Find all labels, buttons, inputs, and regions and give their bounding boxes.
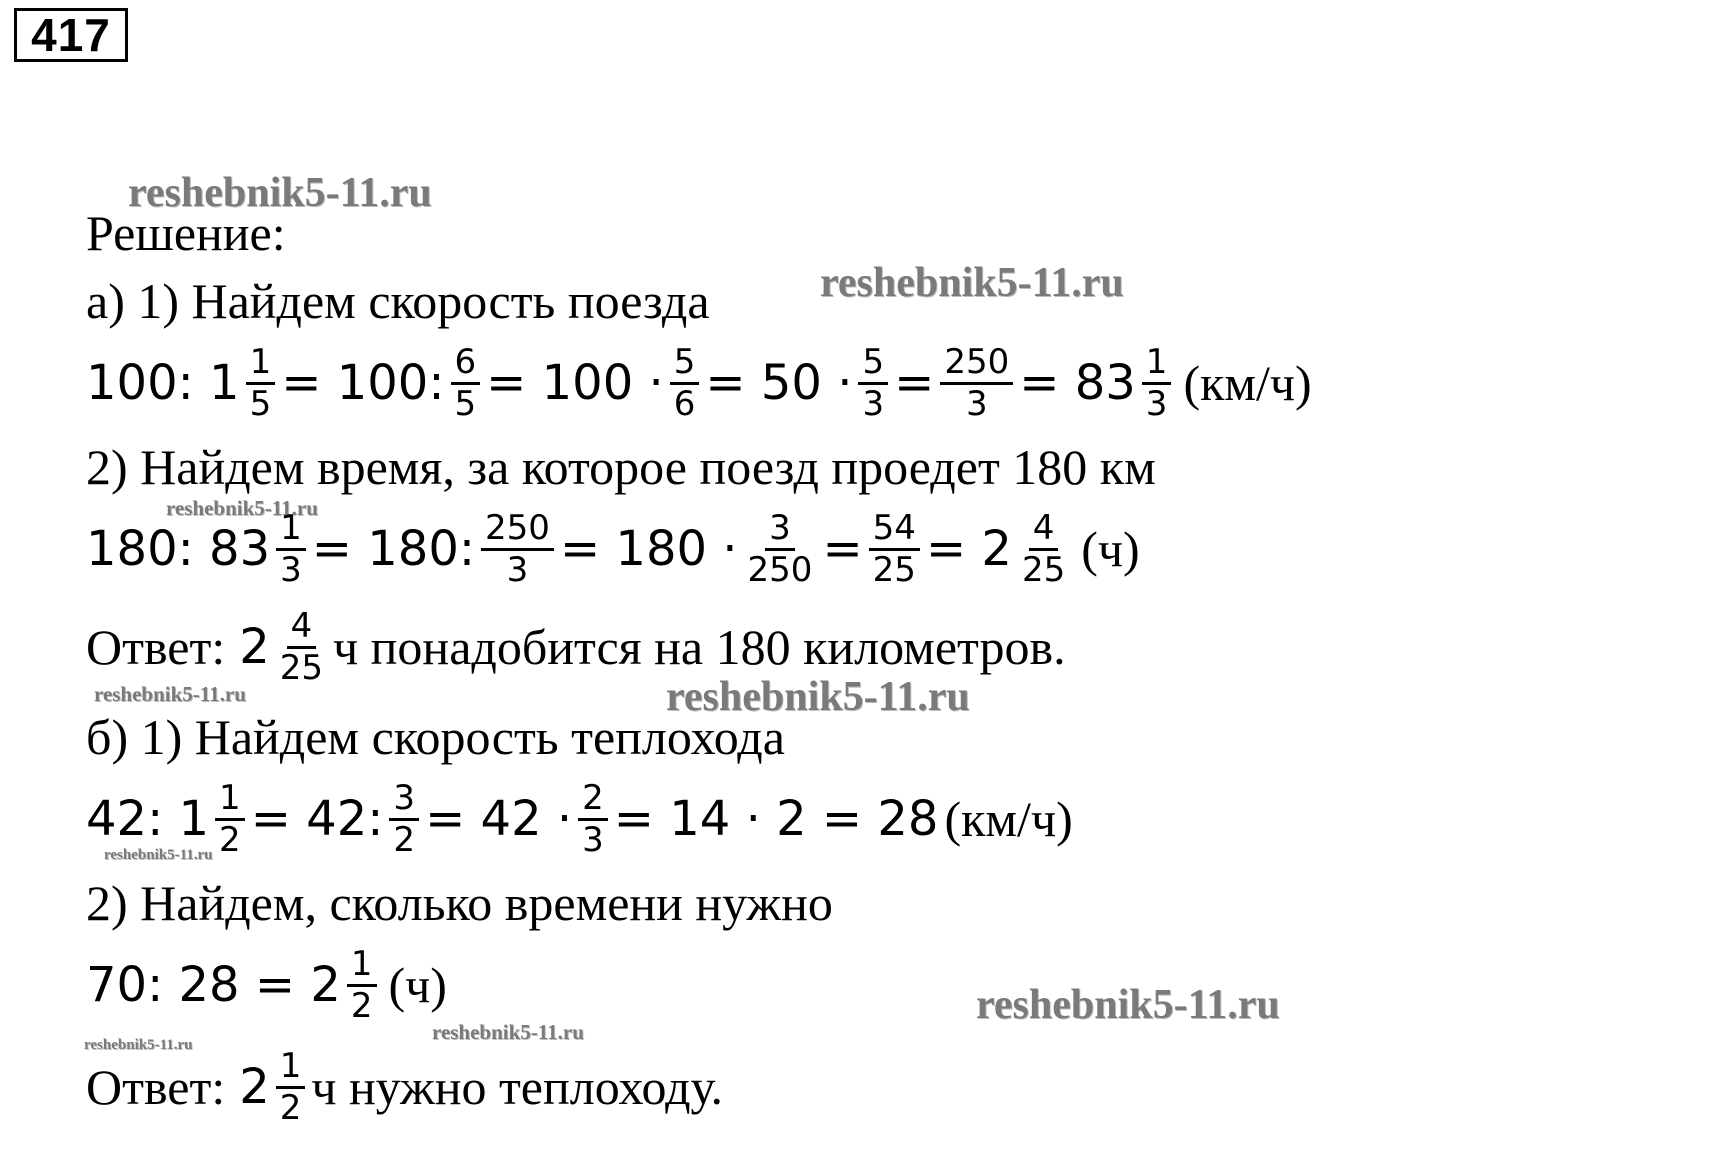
watermark: reshebnik5-11.ru xyxy=(820,260,1124,306)
fraction-denominator: 6 xyxy=(673,383,696,424)
part-a-answer xyxy=(86,592,1066,702)
fraction xyxy=(451,343,481,422)
fraction-denominator: 2 xyxy=(393,819,416,860)
fraction-denominator: 3 xyxy=(582,819,604,860)
fraction-denominator: 3 xyxy=(506,549,529,590)
fraction xyxy=(215,779,245,858)
solution-heading: Решение: xyxy=(86,205,286,261)
fraction xyxy=(276,509,306,588)
watermark: reshebnik5-11.ru xyxy=(666,674,970,720)
part-a-step1-title: а) 1) Найдем скорость поезда xyxy=(86,273,710,329)
answer-prefix: Ответ: xyxy=(86,1059,226,1115)
fraction-numerator: 4 xyxy=(1029,509,1059,550)
expr-term: = 42 · xyxy=(425,791,573,847)
fraction-numerator: 1 xyxy=(347,945,377,986)
fraction-denominator: 250 xyxy=(747,549,813,590)
expr-term: = xyxy=(822,521,863,577)
fraction xyxy=(1142,343,1172,422)
answer-suffix: ч нужно теплоходу. xyxy=(311,1059,724,1115)
watermark: reshebnik5-11.ru xyxy=(84,1037,193,1053)
fraction xyxy=(578,779,608,858)
expr-term: = 14 · 2 = 28 xyxy=(613,791,939,847)
fraction xyxy=(246,343,276,422)
expr-term: 42: 1 xyxy=(86,791,210,847)
fraction-denominator: 2 xyxy=(219,819,241,860)
fraction xyxy=(276,1047,306,1126)
fraction-numerator: 3 xyxy=(765,509,795,550)
fraction-numerator: 2 xyxy=(578,779,608,820)
unit-label: (ч) xyxy=(388,957,447,1013)
fraction-denominator: 2 xyxy=(350,985,373,1026)
fraction-denominator: 25 xyxy=(279,647,324,688)
watermark: reshebnik5-11.ru xyxy=(104,847,213,863)
unit-label: (ч) xyxy=(1081,521,1140,577)
fraction-numerator: 1 xyxy=(276,509,306,550)
fraction xyxy=(1018,509,1069,588)
fraction-numerator: 6 xyxy=(451,343,481,384)
fraction-numerator: 250 xyxy=(940,343,1013,384)
part-a-step2-expression xyxy=(86,494,1140,604)
fraction-numerator: 5 xyxy=(858,343,888,384)
watermark: reshebnik5-11.ru xyxy=(94,682,246,706)
watermark: reshebnik5-11.ru xyxy=(976,982,1280,1028)
part-a-step1-expression xyxy=(86,328,1312,438)
fraction-denominator: 25 xyxy=(1021,549,1066,590)
fraction-numerator: 1 xyxy=(246,343,276,384)
expr-term: = 2 xyxy=(925,521,1012,577)
answer-prefix: Ответ: xyxy=(86,619,226,675)
answer-whole: 2 xyxy=(239,619,270,675)
expr-term: = 83 xyxy=(1019,355,1136,411)
expr-term: 180: 83 xyxy=(86,521,271,577)
part-b-step2-expression xyxy=(86,930,447,1040)
expr-term: 100: 1 xyxy=(86,355,240,411)
fraction xyxy=(744,509,817,588)
fraction-denominator: 2 xyxy=(279,1087,302,1128)
expr-term: = xyxy=(894,355,935,411)
fraction-denominator: 25 xyxy=(872,549,916,590)
fraction-denominator: 3 xyxy=(280,549,302,590)
fraction-denominator: 3 xyxy=(965,383,988,424)
fraction xyxy=(481,509,554,588)
expr-term: = 100: xyxy=(281,355,445,411)
watermark: reshebnik5-11.ru xyxy=(432,1020,584,1044)
fraction xyxy=(869,509,920,588)
expr-term: = 100 · xyxy=(486,355,664,411)
expr-term: = 50 · xyxy=(705,355,853,411)
expr-term: = 180 · xyxy=(559,521,738,577)
unit-label: (км/ч) xyxy=(1183,355,1312,411)
part-a-step2-title: 2) Найдем время, за которое поезд проедет 180 км xyxy=(86,439,1156,495)
fraction-denominator: 5 xyxy=(454,383,477,424)
part-b-step1-expression xyxy=(86,764,1073,874)
expr-term: = 180: xyxy=(311,521,476,577)
expr-term: = 42: xyxy=(250,791,384,847)
fraction-numerator: 1 xyxy=(215,779,245,820)
watermark: reshebnik5-11.ru xyxy=(128,170,432,216)
fraction-numerator: 54 xyxy=(869,509,920,550)
part-b-step1-title: б) 1) Найдем скорость теплохода xyxy=(86,709,785,765)
unit-label: (км/ч) xyxy=(944,791,1073,847)
fraction-numerator: 1 xyxy=(1142,343,1172,384)
answer-suffix: ч понадобится на 180 километров. xyxy=(333,619,1066,675)
watermark: reshebnik5-11.ru xyxy=(166,496,318,520)
fraction xyxy=(940,343,1013,422)
fraction-numerator: 250 xyxy=(481,509,554,550)
fraction xyxy=(670,343,700,422)
fraction xyxy=(858,343,888,422)
fraction xyxy=(389,779,419,858)
part-b-answer xyxy=(86,1032,723,1142)
expr-term: 70: 28 = 2 xyxy=(86,957,341,1013)
fraction-numerator: 4 xyxy=(287,607,317,648)
part-b-step2-title: 2) Найдем, сколько времени нужно xyxy=(86,875,833,931)
fraction-numerator: 1 xyxy=(276,1047,306,1088)
fraction-numerator: 5 xyxy=(670,343,700,384)
fraction-denominator: 3 xyxy=(862,383,885,424)
problem-number: 417 xyxy=(14,8,128,62)
fraction-numerator: 3 xyxy=(389,779,419,820)
answer-whole: 2 xyxy=(239,1059,270,1115)
fraction xyxy=(347,945,377,1024)
fraction xyxy=(276,607,327,686)
fraction-denominator: 3 xyxy=(1145,383,1168,424)
fraction-denominator: 5 xyxy=(249,383,272,424)
